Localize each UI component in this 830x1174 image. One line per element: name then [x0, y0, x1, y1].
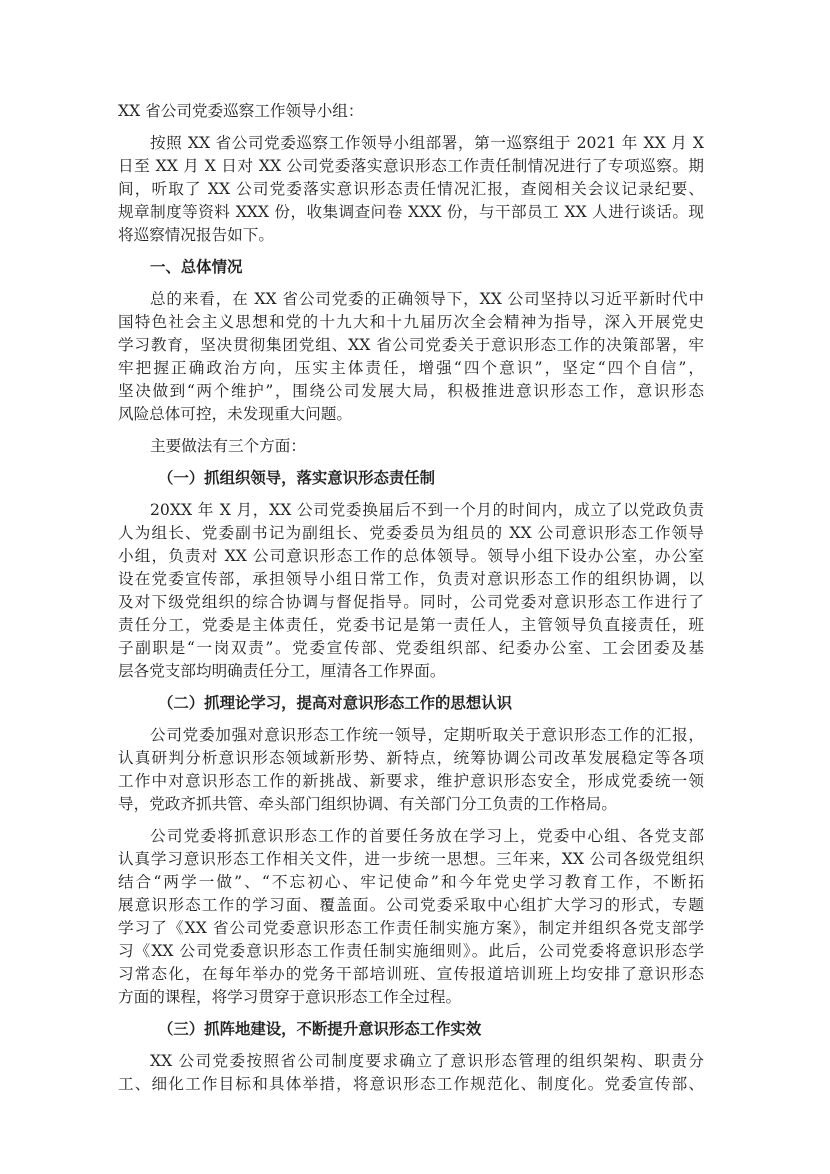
paragraph — [118, 825, 704, 1009]
salutation — [118, 100, 704, 123]
paragraph-line: 间，听取了 XX 公司党委落实意识形态责任情况汇报，查阅相关会议记录纪要、 — [118, 180, 704, 198]
paragraph-line: 主要做法有三个方面： — [150, 437, 306, 455]
paragraph-line: 导，党政齐抓共管、牵头部门组织协调、有关部门分工负责的工作格局。 — [118, 795, 618, 813]
paragraph-line: 习常态化，在每年举办的党务干部培训班、宣传报道培训班上均安排了意识形态 — [118, 965, 704, 983]
paragraph — [118, 288, 704, 426]
section-heading: 一、总体情况 — [150, 258, 243, 276]
paragraph-line: 设在党委宣传部，承担领导小组日常工作，负责对意识形态工作的组织协调，以 — [118, 570, 704, 588]
paragraph-line: 工作中对意识形态工作的新挑战、新要求，维护意识形态安全，形成党委统一领 — [118, 772, 704, 790]
paragraph-line: 习《XX 公司党委意识形态工作责任制实施细则》。此后，公司党委将意识形态学 — [118, 942, 704, 960]
paragraph-line: 按照 XX 省公司党委巡察工作领导小组部署，第一巡察组于 2021 年 XX 月 X — [150, 134, 704, 152]
paragraph-line: 结合“两学一做”、“不忘初心、牢记使命”和今年党史学习教育工作，不断拓 — [118, 873, 704, 891]
paragraph-line: 认真研判分析意识形态领域新形势、新特点，统筹协调公司改革发展稳定等各项 — [118, 749, 704, 767]
paragraph-line: 公司党委将抓意识形态工作的首要任务放在学习上，党委中心组、各党支部 — [150, 827, 704, 845]
section-subheading: （一）抓组织领导，落实意识形态责任制 — [158, 469, 436, 487]
paragraph-line: XX 公司党委按照省公司制度要求确立了意识形态管理的组织架构、职责分 — [150, 1052, 704, 1070]
paragraph-line: 日至 XX 月 X 日对 XX 公司党委落实意识形态工作责任制情况进行了专项巡察。期 — [118, 157, 704, 175]
paragraph-line: 20XX 年 X 月，XX 公司党委换届后不到一个月的时间内，成立了以党政负责 — [150, 501, 704, 519]
paragraph-line: 国特色社会主义思想和党的十九大和十九届历次全会精神为指导，深入开展党史 — [118, 313, 704, 331]
paragraph-line: 坚决做到“两个维护”，围绕公司发展大局，积极推进意识形态工作，意识形态 — [118, 382, 704, 400]
paragraph — [118, 1050, 704, 1096]
paragraph-line: 层各党支部均明确责任分工，厘清各工作界面。 — [118, 662, 446, 680]
paragraph-line: 规章制度等资料 XXX 份，收集调查问卷 XXX 份，与干部员工 XX 人进行谈话。现 — [118, 203, 704, 221]
document-page — [118, 100, 704, 1105]
paragraph-line: 方面的课程，将学习贯穿于意识形态工作全过程。 — [118, 988, 462, 1006]
paragraph-line: 牢把握正确政治方向，压实主体责任，增强“四个意识”，坚定“四个自信”， — [118, 359, 704, 377]
paragraph-line: 公司党委加强对意识形态工作统一领导，定期听取关于意识形态工作的汇报， — [150, 726, 704, 744]
paragraph-line: 风险总体可控，未发现重大问题。 — [118, 405, 352, 423]
paragraph-line: 认真学习意识形态工作相关文件，进一步统一思想。三年来，XX 公司各级党组织 — [118, 850, 704, 868]
paragraph — [118, 435, 704, 458]
document-body — [118, 132, 704, 1096]
paragraph-line: 学习了《XX 省公司党委意识形态工作责任制实施方案》，制定并组织各党支部学 — [118, 919, 704, 937]
paragraph-line: 工、细化工作目标和具体举措，将意识形态工作规范化、制度化。党委宣传部、 — [118, 1075, 704, 1093]
paragraph — [118, 499, 704, 683]
paragraph-line: 展意识形态工作的学习面、覆盖面。公司党委采取中心组扩大学习的形式，专题 — [118, 896, 704, 914]
section-subheading: （二）抓理论学习，提高对意识形态工作的思想认识 — [158, 694, 512, 712]
paragraph-line: 人为组长、党委副书记为副组长、党委委员为组员的 XX 公司意识形态工作领导 — [118, 524, 704, 542]
paragraph — [118, 724, 704, 816]
paragraph — [118, 132, 704, 247]
salutation-text: XX 省公司党委巡察工作领导小组： — [118, 102, 364, 120]
paragraph-line: 子副职是“一岗双责”。党委宣传部、党委组织部、纪委办公室、工会团委及基 — [118, 639, 704, 657]
paragraph-line: 及对下级党组织的综合协调与督促指导。同时，公司党委对意识形态工作进行了 — [118, 593, 704, 611]
paragraph-line: 学习教育，坚决贯彻集团党组、XX 省公司党委关于意识形态工作的决策部署，牢 — [118, 336, 704, 354]
paragraph-line: 总的来看，在 XX 省公司党委的正确领导下，XX 公司坚持以习近平新时代中 — [150, 290, 704, 308]
section-subheading: （三）抓阵地建设，不断提升意识形态工作实效 — [158, 1020, 482, 1038]
paragraph-line: 将巡察情况报告如下。 — [118, 226, 274, 244]
paragraph-line: 责任分工，党委是主体责任，党委书记是第一责任人，主管领导负直接责任，班 — [118, 616, 704, 634]
paragraph-line: 小组，负责对 XX 公司意识形态工作的总体领导。领导小组下设办公室，办公室 — [118, 547, 704, 565]
